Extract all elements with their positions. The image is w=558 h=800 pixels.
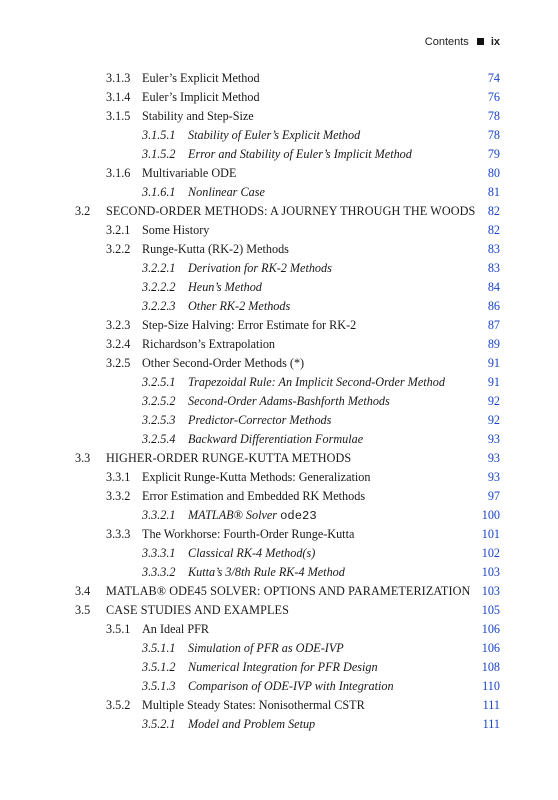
- toc-entry-title-text: Numerical Integration for PFR Design: [188, 660, 378, 674]
- toc-entry-number: 3.3.1: [106, 470, 131, 484]
- toc-entry-title-text: Classical RK-4 Method(s): [188, 546, 316, 560]
- toc-entry-number: 3.5.2.1: [142, 717, 176, 731]
- toc-entry-page-link[interactable]: 102: [481, 546, 500, 560]
- toc-entry-number: 3.3.3.2: [142, 565, 176, 579]
- toc-entry-3-3-3-1[interactable]: [0, 544, 558, 563]
- toc-entry-number: 3.1.5.2: [142, 147, 176, 161]
- toc-entry-3-1-5-2[interactable]: [0, 145, 558, 164]
- toc-entry-title-text: Runge-Kutta (RK-2) Methods: [142, 242, 289, 256]
- toc-entry-title-text: Predictor-Corrector Methods: [188, 413, 332, 427]
- toc-entry-3-2-2-1[interactable]: [0, 259, 558, 278]
- toc-entry-number: 3.3: [75, 451, 91, 465]
- toc-entry-title[interactable]: [142, 221, 209, 240]
- toc-entry-page-link[interactable]: 93: [487, 470, 500, 484]
- toc-entry-title-text: Derivation for RK-2 Methods: [188, 261, 332, 275]
- toc-entry-number: 3.4: [75, 584, 91, 598]
- toc-entry-title-text: Multivariable ODE: [142, 166, 237, 180]
- toc-entry-title[interactable]: [106, 449, 351, 468]
- toc-entry-page-link[interactable]: 74: [487, 71, 500, 85]
- toc-entry-number: 3.2.2.1: [142, 261, 176, 275]
- toc-entry-number: 3.5.2: [106, 698, 131, 712]
- toc-entry-title-text: Euler’s Implicit Method: [142, 90, 260, 104]
- toc-entry-title-text: Richardson’s Extrapolation: [142, 337, 276, 351]
- toc-entry-title-text: Stability and Step-Size: [142, 109, 254, 123]
- toc-entry-number: 3.2.2: [106, 242, 131, 256]
- running-header: [425, 36, 500, 48]
- toc-entry-title[interactable]: [188, 373, 445, 392]
- toc-entry-number: 3.1.5.1: [142, 128, 176, 142]
- toc-entry-title-text: The Workhorse: Fourth-Order Runge-Kutta: [142, 527, 355, 541]
- toc-entry-3-3-1[interactable]: [0, 468, 558, 487]
- toc-entry-page-link[interactable]: 100: [481, 508, 500, 522]
- toc-entry-title-text: Step-Size Halving: Error Estimate for RK-2: [142, 318, 357, 332]
- toc-entry-page-link[interactable]: 76: [487, 90, 500, 104]
- toc-entry-number: 3.1.5: [106, 109, 131, 123]
- toc-entry-page-link[interactable]: 82: [487, 204, 500, 218]
- toc-entry-3-1-5[interactable]: [0, 107, 558, 126]
- toc-entry-title-text: Model and Problem Setup: [188, 717, 316, 731]
- toc-entry-page-link[interactable]: 108: [481, 660, 500, 674]
- toc-entry-page-link[interactable]: 86: [487, 299, 500, 313]
- toc-entry-title-text: SECOND-ORDER METHODS: A JOURNEY THROUGH THE WOODS: [106, 204, 476, 218]
- toc-entry-3-1-6-1[interactable]: [0, 183, 558, 202]
- toc-entry-page-link[interactable]: 106: [481, 622, 500, 636]
- toc-entry-3-2-5-1[interactable]: [0, 373, 558, 392]
- toc-entry-3-2-5-2[interactable]: [0, 392, 558, 411]
- toc-entry-title-text: Trapezoidal Rule: An Implicit Second-Order Method: [188, 375, 445, 389]
- toc-entry-title-text: Error Estimation and Embedded RK Methods: [142, 489, 366, 503]
- toc-entry-page-link[interactable]: 103: [481, 584, 500, 598]
- toc-entry-title-text: MATLAB® Solver: [188, 508, 278, 522]
- toc-entry-page-link[interactable]: 84: [487, 280, 500, 294]
- toc-entry-number: 3.1.6: [106, 166, 131, 180]
- toc-entry-page-link[interactable]: 101: [481, 527, 500, 541]
- toc-entry-title-text: Other RK-2 Methods: [188, 299, 291, 313]
- toc-entry-title-text: Euler’s Explicit Method: [142, 71, 260, 85]
- toc-entry-title[interactable]: [142, 88, 260, 107]
- toc-entry-number: 3.2.5: [106, 356, 131, 370]
- toc-entry-title-text: Other Second-Order Methods (*): [142, 356, 305, 370]
- toc-entry-title[interactable]: [142, 487, 365, 506]
- toc-entry-number: 3.3.2: [106, 489, 131, 503]
- toc-entry-page-link[interactable]: 110: [482, 679, 500, 693]
- toc-entry-page-link[interactable]: 92: [487, 413, 500, 427]
- table-of-contents: [0, 69, 558, 734]
- toc-entry-3-3-3-2[interactable]: [0, 563, 558, 582]
- toc-entry-number: 3.3.3: [106, 527, 131, 541]
- toc-entry-title-text: Error and Stability of Euler’s Implicit Method: [188, 147, 412, 161]
- toc-entry-page-link[interactable]: 93: [487, 432, 500, 446]
- toc-entry-title-text: Backward Differentiation Formulae: [188, 432, 364, 446]
- toc-entry-title-text: Kutta’s 3/8th Rule RK-4 Method: [188, 565, 345, 579]
- toc-entry-title[interactable]: [106, 202, 475, 221]
- toc-entry-3-1-4[interactable]: [0, 88, 558, 107]
- toc-entry-page-link[interactable]: 92: [487, 394, 500, 408]
- toc-entry-title[interactable]: [142, 69, 260, 88]
- toc-entry-page-link[interactable]: 91: [487, 375, 500, 389]
- toc-entry-page-link[interactable]: 89: [487, 337, 500, 351]
- header-label: Contents: [424, 36, 469, 48]
- toc-entry-3-2[interactable]: [0, 202, 558, 221]
- toc-entry-title[interactable]: [188, 677, 394, 696]
- toc-entry-3-2-2[interactable]: [0, 240, 558, 259]
- toc-entry-3-3-2[interactable]: [0, 487, 558, 506]
- toc-entry-number: 3.2.5.2: [142, 394, 176, 408]
- toc-entry-page-link[interactable]: 93: [487, 451, 500, 465]
- toc-entry-number: 3.2.5.1: [142, 375, 176, 389]
- toc-entry-page-link[interactable]: 91: [487, 356, 500, 370]
- toc-entry-title[interactable]: [142, 354, 304, 373]
- toc-entry-page-link[interactable]: 79: [487, 147, 500, 161]
- toc-entry-title[interactable]: [188, 392, 390, 411]
- square-bullet-icon: [477, 38, 484, 45]
- toc-entry-title-text: MATLAB® ODE45 SOLVER: OPTIONS AND PARAMETERIZATION: [106, 584, 471, 598]
- toc-entry-page-link[interactable]: 83: [487, 242, 500, 256]
- toc-entry-title[interactable]: [142, 620, 209, 639]
- toc-entry-3-5-1-1[interactable]: [0, 639, 558, 658]
- toc-entry-number: 3.5.1.3: [142, 679, 176, 693]
- toc-entry-3-2-5-4[interactable]: [0, 430, 558, 449]
- toc-entry-3-2-2-2[interactable]: [0, 278, 558, 297]
- toc-entry-title[interactable]: [142, 164, 236, 183]
- toc-entry-page-link[interactable]: 106: [481, 641, 500, 655]
- toc-entry-number: 3.2.5.4: [142, 432, 176, 446]
- toc-entry-3-1-5-1[interactable]: [0, 126, 558, 145]
- toc-entry-3-2-1[interactable]: [0, 221, 558, 240]
- toc-entry-3-5-1[interactable]: [0, 620, 558, 639]
- toc-entry-3-4[interactable]: [0, 582, 558, 601]
- toc-entry-number: 3.3.2.1: [142, 508, 176, 522]
- toc-entry-3-5-1-3[interactable]: [0, 677, 558, 696]
- toc-entry-3-1-6[interactable]: [0, 164, 558, 183]
- toc-entry-number: 3.2: [75, 204, 91, 218]
- toc-entry-title-text: Explicit Runge-Kutta Methods: Generalization: [142, 470, 371, 484]
- toc-entry-number: 3.5.1.1: [142, 641, 176, 655]
- toc-entry-number: 3.2.3: [106, 318, 131, 332]
- toc-entry-title[interactable]: [106, 582, 470, 601]
- toc-entry-3-5-2[interactable]: [0, 696, 558, 715]
- toc-entry-title-text: Multiple Steady States: Nonisothermal CSTR: [142, 698, 365, 712]
- toc-entry-title[interactable]: [142, 468, 370, 487]
- toc-entry-3-5[interactable]: [0, 601, 558, 620]
- toc-entry-page-link[interactable]: 80: [487, 166, 500, 180]
- toc-entry-page-link[interactable]: 97: [487, 489, 500, 503]
- toc-entry-title-text: An Ideal PFR: [142, 622, 210, 636]
- toc-entry-title[interactable]: [142, 107, 254, 126]
- toc-entry-title-text: Simulation of PFR as ODE-IVP: [188, 641, 344, 655]
- toc-entry-number: 3.5.1.2: [142, 660, 176, 674]
- toc-entry-number: 3.5: [75, 603, 91, 617]
- toc-entry-3-5-2-1[interactable]: [0, 715, 558, 734]
- toc-entry-title[interactable]: [188, 506, 317, 526]
- toc-entry-title[interactable]: [188, 183, 265, 202]
- toc-entry-title[interactable]: [188, 658, 378, 677]
- toc-entry-3-2-2-3[interactable]: [0, 297, 558, 316]
- toc-entry-page-link[interactable]: 105: [481, 603, 500, 617]
- toc-entry-number: 3.1.6.1: [142, 185, 176, 199]
- toc-entry-title[interactable]: [188, 715, 315, 734]
- toc-entry-title[interactable]: [188, 297, 290, 316]
- toc-entry-3-2-4[interactable]: [0, 335, 558, 354]
- toc-entry-title[interactable]: [142, 335, 275, 354]
- toc-entry-title[interactable]: [188, 259, 332, 278]
- toc-entry-title[interactable]: [188, 278, 262, 297]
- toc-entry-page-link[interactable]: 103: [481, 565, 500, 579]
- toc-entry-page-link[interactable]: 111: [482, 717, 500, 731]
- toc-entry-number: 3.2.5.3: [142, 413, 176, 427]
- toc-entry-number: 3.2.1: [106, 223, 131, 237]
- toc-entry-number: 3.2.2.2: [142, 280, 176, 294]
- toc-entry-code: ode23: [280, 509, 317, 523]
- toc-entry-title[interactable]: [188, 126, 360, 145]
- toc-entry-title-text: Comparison of ODE-IVP with Integration: [188, 679, 394, 693]
- toc-entry-title[interactable]: [188, 430, 363, 449]
- toc-entry-title[interactable]: [188, 411, 331, 430]
- toc-entry-page-link[interactable]: 111: [482, 698, 500, 712]
- toc-entry-title-text: Some History: [142, 223, 210, 237]
- toc-entry-3-2-5[interactable]: [0, 354, 558, 373]
- toc-entry-number: 3.1.4: [106, 90, 131, 104]
- toc-entry-number: 3.1.3: [106, 71, 131, 85]
- toc-entry-title[interactable]: [188, 563, 345, 582]
- toc-entry-3-2-3[interactable]: [0, 316, 558, 335]
- toc-entry-title-text: Second-Order Adams-Bashforth Methods: [188, 394, 390, 408]
- toc-entry-title-text: CASE STUDIES AND EXAMPLES: [106, 603, 289, 617]
- toc-entry-number: 3.3.3.1: [142, 546, 176, 560]
- toc-entry-3-3[interactable]: [0, 449, 558, 468]
- toc-entry-title[interactable]: [188, 544, 315, 563]
- toc-entry-title[interactable]: [142, 316, 356, 335]
- header-page-number: ix: [490, 36, 500, 48]
- toc-entry-page-link[interactable]: 78: [487, 109, 500, 123]
- toc-entry-title[interactable]: [106, 601, 289, 620]
- toc-entry-page-link[interactable]: 78: [487, 128, 500, 142]
- toc-entry-title-text: Heun’s Method: [188, 280, 262, 294]
- toc-entry-title[interactable]: [188, 145, 412, 164]
- toc-entry-number: 3.2.2.3: [142, 299, 176, 313]
- toc-entry-title[interactable]: [142, 525, 354, 544]
- toc-entry-3-3-2-1[interactable]: [0, 506, 558, 525]
- toc-entry-3-2-5-3[interactable]: [0, 411, 558, 430]
- toc-entry-number: 3.2.4: [106, 337, 131, 351]
- toc-entry-page-link[interactable]: 82: [487, 223, 500, 237]
- toc-entry-title-text: HIGHER-ORDER RUNGE-KUTTA METHODS: [106, 451, 352, 465]
- toc-entry-3-1-3[interactable]: [0, 69, 558, 88]
- toc-entry-number: 3.5.1: [106, 622, 131, 636]
- toc-entry-page-link[interactable]: 81: [487, 185, 500, 199]
- toc-entry-title[interactable]: [188, 639, 344, 658]
- toc-entry-3-5-1-2[interactable]: [0, 658, 558, 677]
- toc-entry-title[interactable]: [142, 696, 365, 715]
- toc-entry-3-3-3[interactable]: [0, 525, 558, 544]
- toc-entry-page-link[interactable]: 83: [487, 261, 500, 275]
- toc-entry-title[interactable]: [142, 240, 289, 259]
- toc-entry-page-link[interactable]: 87: [487, 318, 500, 332]
- toc-entry-title-text: Stability of Euler’s Explicit Method: [188, 128, 361, 142]
- toc-entry-title-text: Nonlinear Case: [188, 185, 265, 199]
